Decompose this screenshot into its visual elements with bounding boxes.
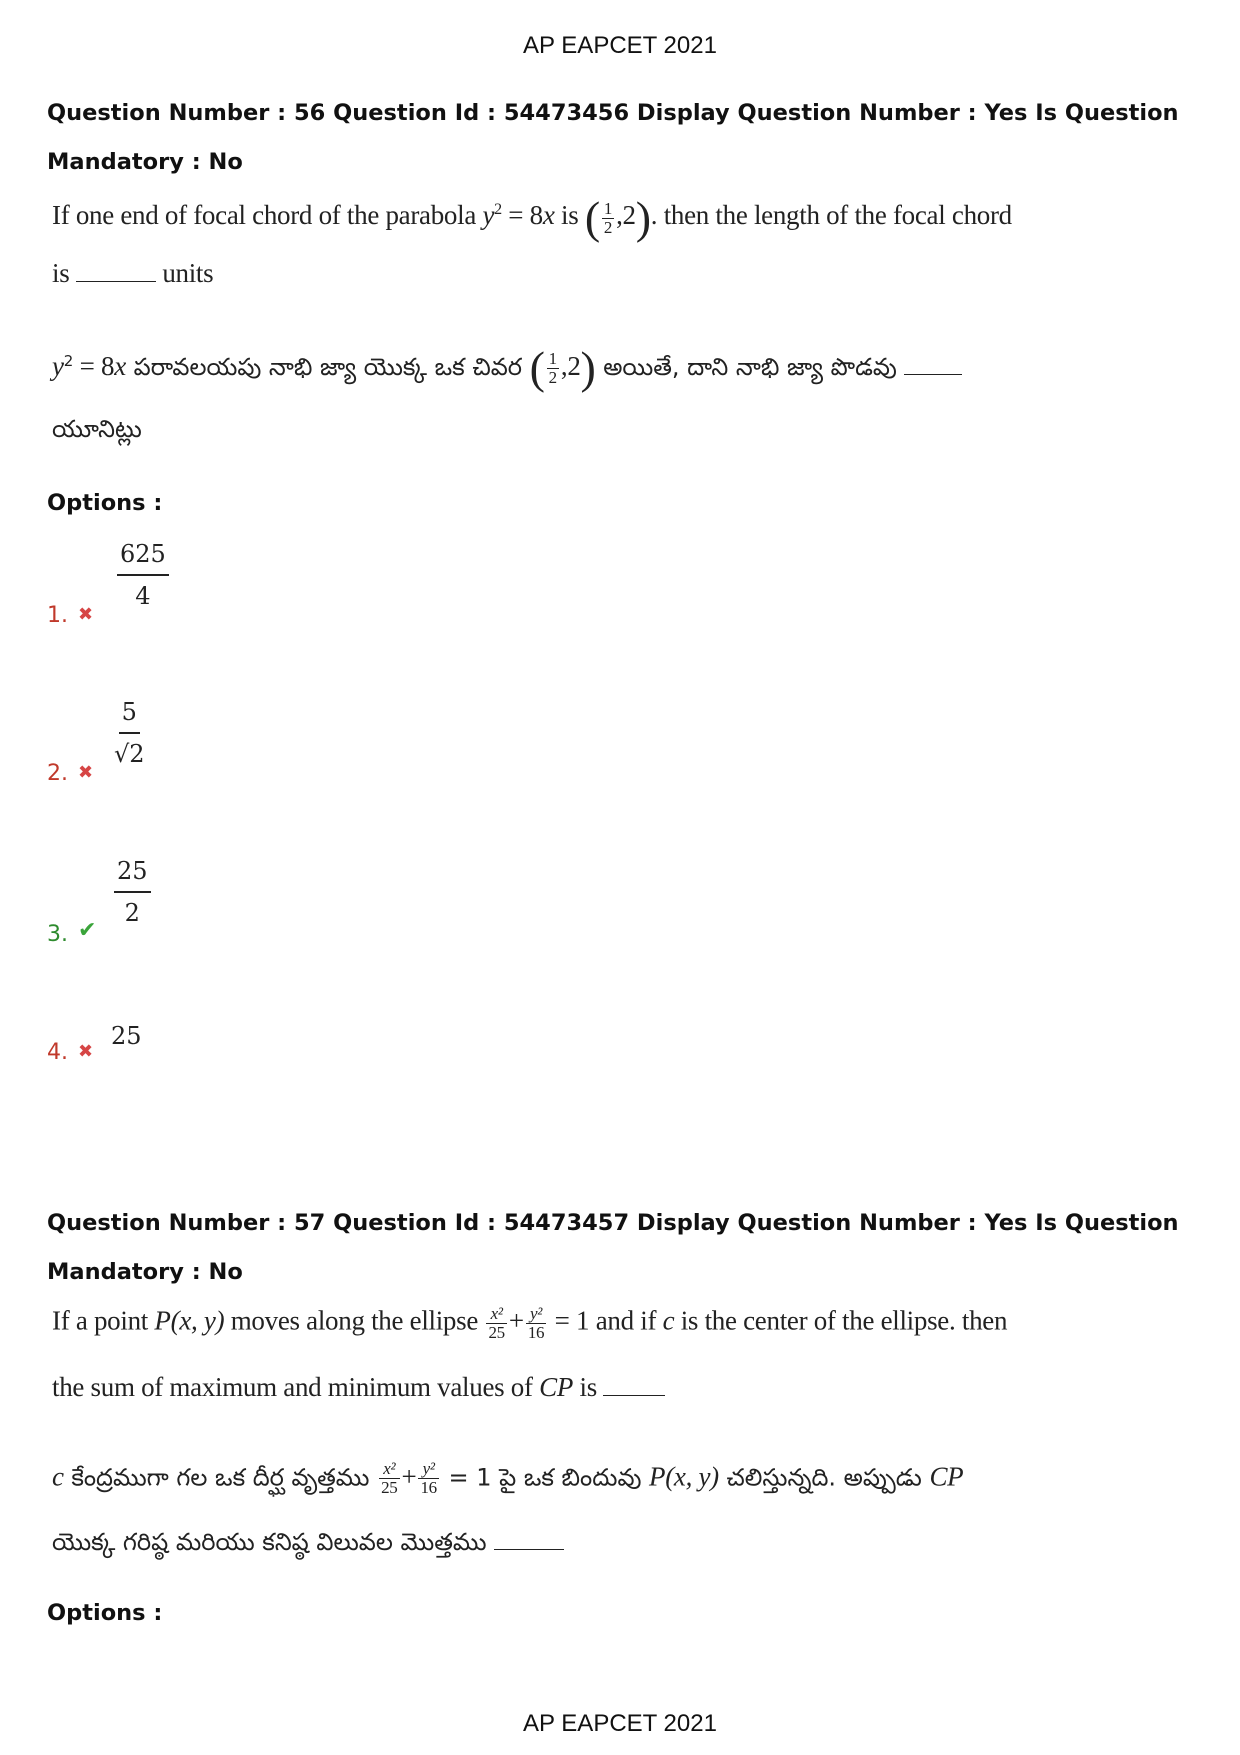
q56-var-x: x — [542, 200, 555, 231]
q56-option-2-denominator: √2 — [114, 740, 145, 768]
q57-answer-blank — [603, 1394, 665, 1396]
q56-te-var-x: x — [114, 351, 126, 381]
question-57-meta — [47, 1199, 1207, 1297]
q56-text-a: If one end of focal chord of the parabola — [52, 200, 483, 231]
q56-paren-open: ( — [584, 192, 600, 243]
q57-frac-x-num: x² — [490, 1304, 503, 1323]
q56-option-4-value[interactable]: 25 — [111, 1022, 142, 1050]
q56-te-point-tail: ,2 — [560, 351, 581, 381]
question-56-options-label: Options : — [47, 490, 163, 516]
q56-te-fraction — [547, 350, 559, 387]
q57-text-b: moves along the ellipse — [224, 1305, 485, 1336]
q56-text-d: units — [162, 258, 214, 288]
q56-option-2-value[interactable] — [114, 698, 145, 768]
q57-te-text-d: చలిస్తున్నది. అప్పుడు — [718, 1463, 930, 1492]
q57-var-cp: CP — [539, 1372, 574, 1402]
q57-te-frac-x-num: x² — [383, 1459, 396, 1478]
q56-te-var-y: y — [52, 351, 64, 381]
q57-fraction-y — [526, 1305, 546, 1342]
q56-option-4-number: 4. — [47, 1040, 68, 1065]
q57-te-var-c: c — [52, 1461, 64, 1492]
q57-te-text-b: = 1 పై ఒక బిందువు — [440, 1463, 650, 1492]
q56-option-3-correct-icon: ✔ — [78, 918, 97, 943]
q56-te-frac-num: 1 — [548, 348, 557, 368]
q57-te-answer-blank — [494, 1548, 564, 1550]
q57-plus: + — [508, 1305, 524, 1336]
q56-option-1-value[interactable] — [117, 540, 169, 610]
q56-text-b: . then the length of the focal chord — [650, 200, 1012, 231]
q57-text-e: the sum of maximum and minimum values of — [52, 1372, 540, 1402]
q57-frac-y-den: 16 — [527, 1323, 545, 1342]
question-57-options-label: Options : — [47, 1600, 163, 1626]
q57-te-frac-y-den: 16 — [420, 1478, 437, 1497]
q56-option-2-number: 2. — [47, 761, 68, 786]
q57-text-a: If a point — [52, 1305, 155, 1336]
q56-fraction — [602, 200, 614, 237]
q56-te-eq: = 8 — [73, 351, 115, 381]
q57-var-p: P — [154, 1305, 171, 1336]
q56-option-1-number: 1. — [47, 603, 68, 628]
q57-var-c: c — [662, 1305, 675, 1336]
q57-fraction-x — [486, 1305, 506, 1342]
q56-sup: 2 — [494, 201, 502, 219]
q56-te-text-a: పరావలయపు నాభి జ్యా యొక్క ఒక చివర — [125, 353, 530, 381]
q56-point-tail: ,2 — [616, 200, 636, 231]
q57-te-text-a: కేంద్రముగా గల ఒక దీర్ఘ వృత్తము — [63, 1463, 378, 1492]
q56-option-3-numerator: 25 — [114, 857, 151, 893]
q57-te-var-cp: CP — [929, 1461, 964, 1492]
q56-is: is — [554, 200, 585, 231]
question-56-telugu-line2: యూనిట్లు — [52, 415, 142, 443]
q56-eq: = 8 — [501, 200, 543, 231]
q57-te-fraction-y — [418, 1460, 438, 1497]
q57-te-var-p: P(x, y) — [649, 1461, 719, 1492]
page-header: AP EAPCET 2021 — [523, 32, 717, 59]
q56-option-1-denominator: 4 — [135, 582, 151, 610]
q56-option-4-wrong-icon: ✖ — [78, 1041, 94, 1062]
q56-te-paren-open: ( — [529, 342, 545, 393]
question-57-english-line1 — [52, 1305, 1007, 1342]
q57-te-text-e: యొక్క గరిష్ఠ మరియు కనిష్ఠ విలువల మొత్తము — [52, 1528, 487, 1556]
q56-option-2-wrong-icon: ✖ — [78, 762, 94, 783]
q57-te-frac-y-num: y² — [422, 1459, 435, 1478]
question-56-english-line2 — [52, 258, 213, 289]
q57-te-plus: + — [401, 1461, 417, 1492]
q56-te-text-b: అయితే, దాని నాభి జ్యా పొడవు — [595, 353, 897, 381]
question-57-telugu-line1 — [52, 1460, 963, 1498]
q56-frac-num: 1 — [603, 198, 613, 218]
q56-option-2-numerator: 5 — [119, 698, 140, 734]
question-56-english-line1 — [52, 192, 1012, 243]
question-56-meta-line2: Mandatory : No — [47, 149, 243, 175]
q57-te-fraction-x — [379, 1460, 399, 1497]
question-56-telugu-line1 — [52, 342, 962, 393]
q56-option-1-numerator: 625 — [117, 540, 169, 576]
q56-option-1-wrong-icon: ✖ — [78, 604, 94, 625]
q56-paren-close: ) — [635, 192, 651, 243]
q56-text-c: is — [52, 258, 70, 288]
q56-option-3-number: 3. — [47, 922, 68, 947]
question-57-english-line2 — [52, 1372, 665, 1403]
q56-frac-den: 2 — [603, 217, 613, 237]
q57-text-c: = 1 and if — [548, 1305, 663, 1336]
question-57-telugu-line2 — [52, 1528, 564, 1562]
question-56-meta — [47, 89, 1207, 187]
q56-option-3-denominator: 2 — [124, 899, 140, 927]
page-footer: AP EAPCET 2021 — [523, 1710, 717, 1737]
question-56-meta-line1: Question Number : 56 Question Id : 54473456 Display Question Number : Yes Is Question — [47, 100, 1179, 126]
q56-te-sup: 2 — [63, 352, 74, 370]
question-57-meta-line1: Question Number : 57 Question Id : 54473457 Display Question Number : Yes Is Question — [47, 1210, 1179, 1236]
q57-frac-y-num: y² — [530, 1304, 543, 1323]
q56-answer-blank — [76, 280, 156, 282]
q57-frac-x-den: 25 — [488, 1323, 505, 1342]
q57-te-frac-x-den: 25 — [381, 1478, 398, 1497]
q57-var-pxy: (x, y) — [170, 1305, 225, 1336]
q56-te-paren-close: ) — [580, 342, 596, 393]
q57-text-d: is the center of the ellipse. then — [674, 1305, 1008, 1336]
q56-te-answer-blank — [904, 373, 962, 375]
q56-var-y: y — [482, 200, 495, 231]
q57-text-f: is — [573, 1372, 597, 1402]
question-57-meta-line2: Mandatory : No — [47, 1259, 243, 1285]
q56-te-frac-den: 2 — [548, 367, 557, 387]
q56-option-3-value[interactable] — [114, 857, 151, 927]
